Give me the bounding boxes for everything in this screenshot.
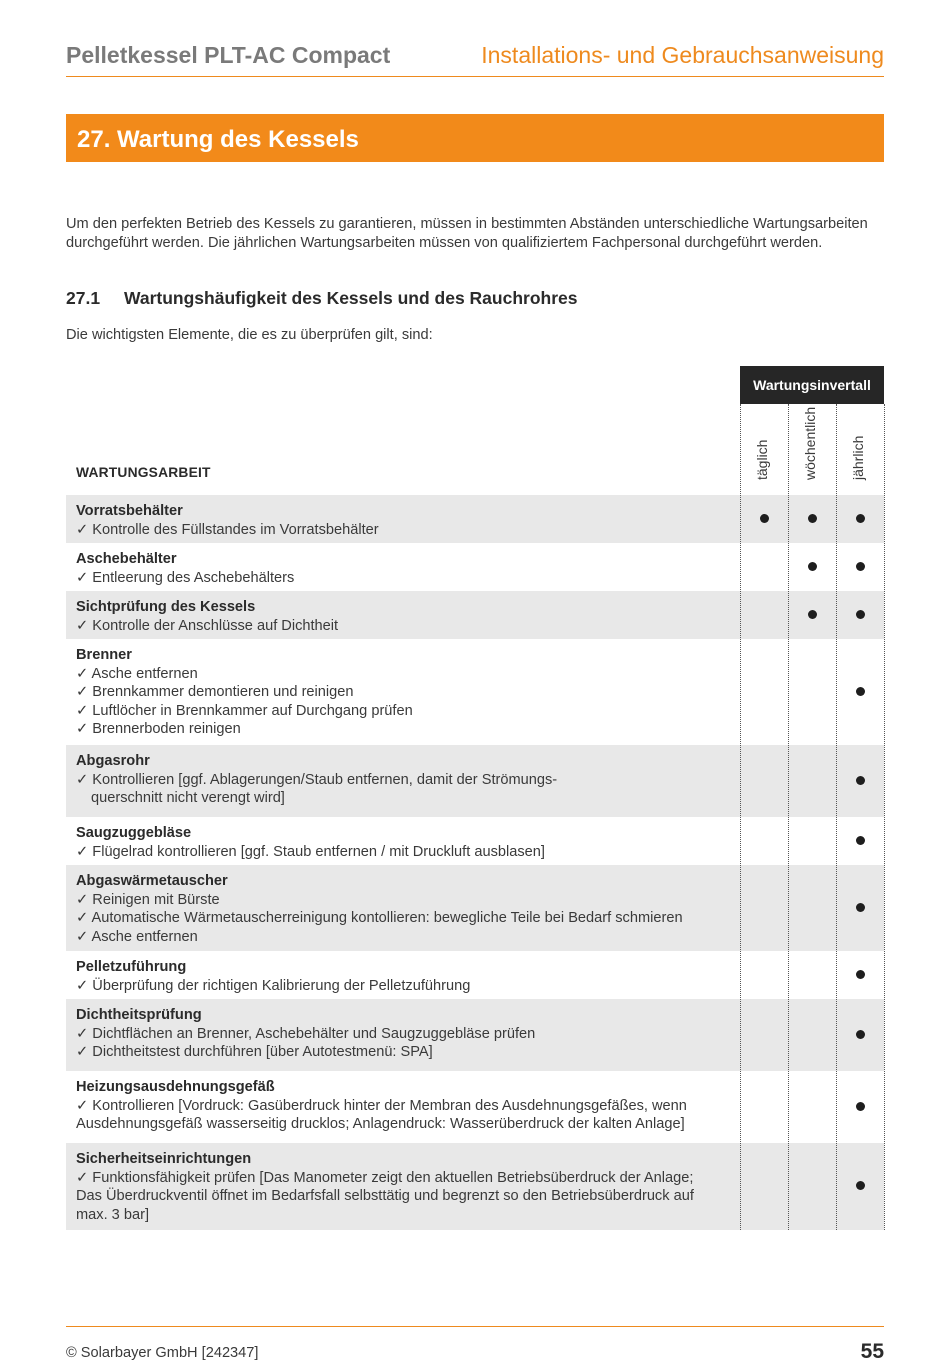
- column-divider: [788, 404, 789, 1230]
- row-text: [76, 1150, 726, 1224]
- row-item: ✓ Asche entfernen: [76, 665, 198, 682]
- row-item: ✓ Dichtflächen an Brenner, Aschebehälter und Saugzuggebläse prüfen: [76, 1025, 536, 1042]
- table-row: [66, 543, 884, 591]
- row-item: ✓ Funktionsfähigkeit prüfen [Das Manometer zeigt den aktuellen Betriebsüberdruck der Anlage;: [76, 1169, 694, 1186]
- table-row: [66, 639, 884, 745]
- row-item: ✓ Brennerboden reinigen: [76, 721, 241, 738]
- row-text: [76, 824, 726, 861]
- interval-header: Wartungsinvertall: [740, 366, 884, 404]
- row-item: ✓ Reinigen mit Bürste: [76, 891, 220, 908]
- page-number: 55: [860, 1340, 884, 1363]
- row-text: [76, 502, 726, 539]
- interval-mark-dot: [856, 1102, 865, 1111]
- row-text: [76, 958, 726, 995]
- row-item: querschnitt nicht verengt wird]: [91, 790, 285, 807]
- row-item: ✓ Brennkammer demontieren und reinigen: [76, 684, 354, 701]
- header-document-type: Installations- und Gebrauchsanweisung: [481, 42, 884, 68]
- row-title: Vorratsbehälter: [76, 503, 183, 519]
- table-row: [66, 1071, 884, 1143]
- interval-mark-dot: [808, 610, 817, 619]
- row-title: Abgasrohr: [76, 753, 150, 769]
- interval-mark-dot: [856, 776, 865, 785]
- row-item: Ausdehnungsgefäß wasserseitig drucklos; Anlagendruck: Wasserüberdruck der kalten Anlage]: [76, 1116, 685, 1133]
- interval-mark-dot: [856, 610, 865, 619]
- column-label-text: täglich: [754, 439, 770, 480]
- table-row: [66, 817, 884, 865]
- intro-paragraph: Um den perfekten Betrieb des Kessels zu garantieren, müssen in bestimmten Abständen unterschiedliche Wartungsarbeiten durchgeführt werden. Die jährlichen Wartungsarbeiten müssen von qualifiziertem Fachpersonal durchgeführt werden.: [66, 216, 868, 251]
- task-column-header: WARTUNGSARBEIT: [76, 465, 211, 480]
- row-text: [76, 752, 726, 808]
- interval-mark-dot: [856, 1030, 865, 1039]
- interval-mark-dot: [856, 514, 865, 523]
- row-item: ✓ Flügelrad kontrollieren [ggf. Staub entfernen / mit Druckluft ausblasen]: [76, 843, 545, 860]
- row-text: [76, 646, 726, 739]
- row-title: Heizungsausdehnungsgefäß: [76, 1079, 275, 1095]
- row-title: Pelletzuführung: [76, 959, 187, 975]
- row-item: ✓ Automatische Wärmetauscherreinigung kontollieren: bewegliche Teile bei Bedarf schmieren: [76, 910, 683, 927]
- interval-mark-dot: [856, 970, 865, 979]
- chapter-title: 27. Wartung des Kessels: [77, 126, 359, 153]
- column-label-text: jährlich: [850, 435, 866, 480]
- row-item: ✓ Kontrolle der Anschlüsse auf Dichtheit: [76, 617, 339, 634]
- row-title: Sichtprüfung des Kessels: [76, 599, 256, 615]
- section-number: 27.1: [66, 288, 101, 308]
- row-title: Aschebehälter: [76, 551, 177, 567]
- row-text: [76, 550, 726, 587]
- row-item: ✓ Dichtheitstest durchführen [über Autotestmenü: SPA]: [76, 1044, 433, 1061]
- column-label-text: wöchentlich: [802, 406, 818, 480]
- row-item: max. 3 bar]: [76, 1206, 149, 1223]
- row-title: Sicherheitseinrichtungen: [76, 1151, 252, 1167]
- column-divider: [740, 404, 741, 1230]
- interval-mark-dot: [856, 836, 865, 845]
- row-item: ✓ Luftlöcher in Brennkammer auf Durchgang prüfen: [76, 702, 413, 719]
- row-text: [76, 872, 726, 946]
- interval-mark-dot: [808, 514, 817, 523]
- header-product-title: Pelletkessel PLT-AC Compact: [66, 42, 391, 68]
- row-item: ✓ Kontrollieren [ggf. Ablagerungen/Staub entfernen, damit der Strömungs-: [76, 771, 558, 788]
- table-row: [66, 745, 884, 817]
- section-lead: Die wichtigsten Elemente, die es zu überprüfen gilt, sind:: [66, 327, 433, 343]
- chapter-banner: [66, 114, 884, 162]
- interval-mark-dot: [856, 562, 865, 571]
- row-title: Abgaswärmetauscher: [76, 873, 228, 889]
- row-item: ✓ Asche entfernen: [76, 928, 198, 945]
- row-item: ✓ Entleerung des Aschebehälters: [76, 569, 295, 586]
- table-row: [66, 951, 884, 999]
- row-item: ✓ Kontrolle des Füllstandes im Vorratsbehälter: [76, 521, 379, 538]
- section-title: Wartungshäufigkeit des Kessels und des Rauchrohres: [124, 288, 578, 308]
- table-row: [66, 999, 884, 1071]
- row-title: Dichtheitsprüfung: [76, 1007, 202, 1023]
- row-text: [76, 598, 726, 635]
- row-item: Das Überdruckventil öffnet im Bedarfsfall selbsttätig und begrenzt so den Betriebsüberdruck auf: [76, 1188, 694, 1205]
- header-divider: [66, 76, 884, 77]
- row-text: [76, 1006, 726, 1062]
- row-title: Saugzuggebläse: [76, 825, 192, 841]
- interval-mark-dot: [760, 514, 769, 523]
- footer-copyright: © Solarbayer GmbH [242347]: [66, 1345, 259, 1361]
- interval-mark-dot: [856, 903, 865, 912]
- interval-mark-dot: [856, 687, 865, 696]
- interval-mark-dot: [856, 1181, 865, 1190]
- interval-mark-dot: [808, 562, 817, 571]
- row-item: ✓ Überprüfung der richtigen Kalibrierung der Pelletzuführung: [76, 977, 471, 994]
- row-text: [76, 1078, 726, 1134]
- column-divider: [884, 404, 885, 1230]
- table-row: [66, 591, 884, 639]
- table-row: [66, 865, 884, 951]
- footer-divider: [66, 1326, 884, 1327]
- row-title: Brenner: [76, 647, 132, 663]
- table-row: [66, 1143, 884, 1230]
- row-item: ✓ Kontrollieren [Vordruck: Gasüberdruck hinter der Membran des Ausdehnungsgefäßes, wenn: [76, 1097, 687, 1114]
- column-divider: [836, 404, 837, 1230]
